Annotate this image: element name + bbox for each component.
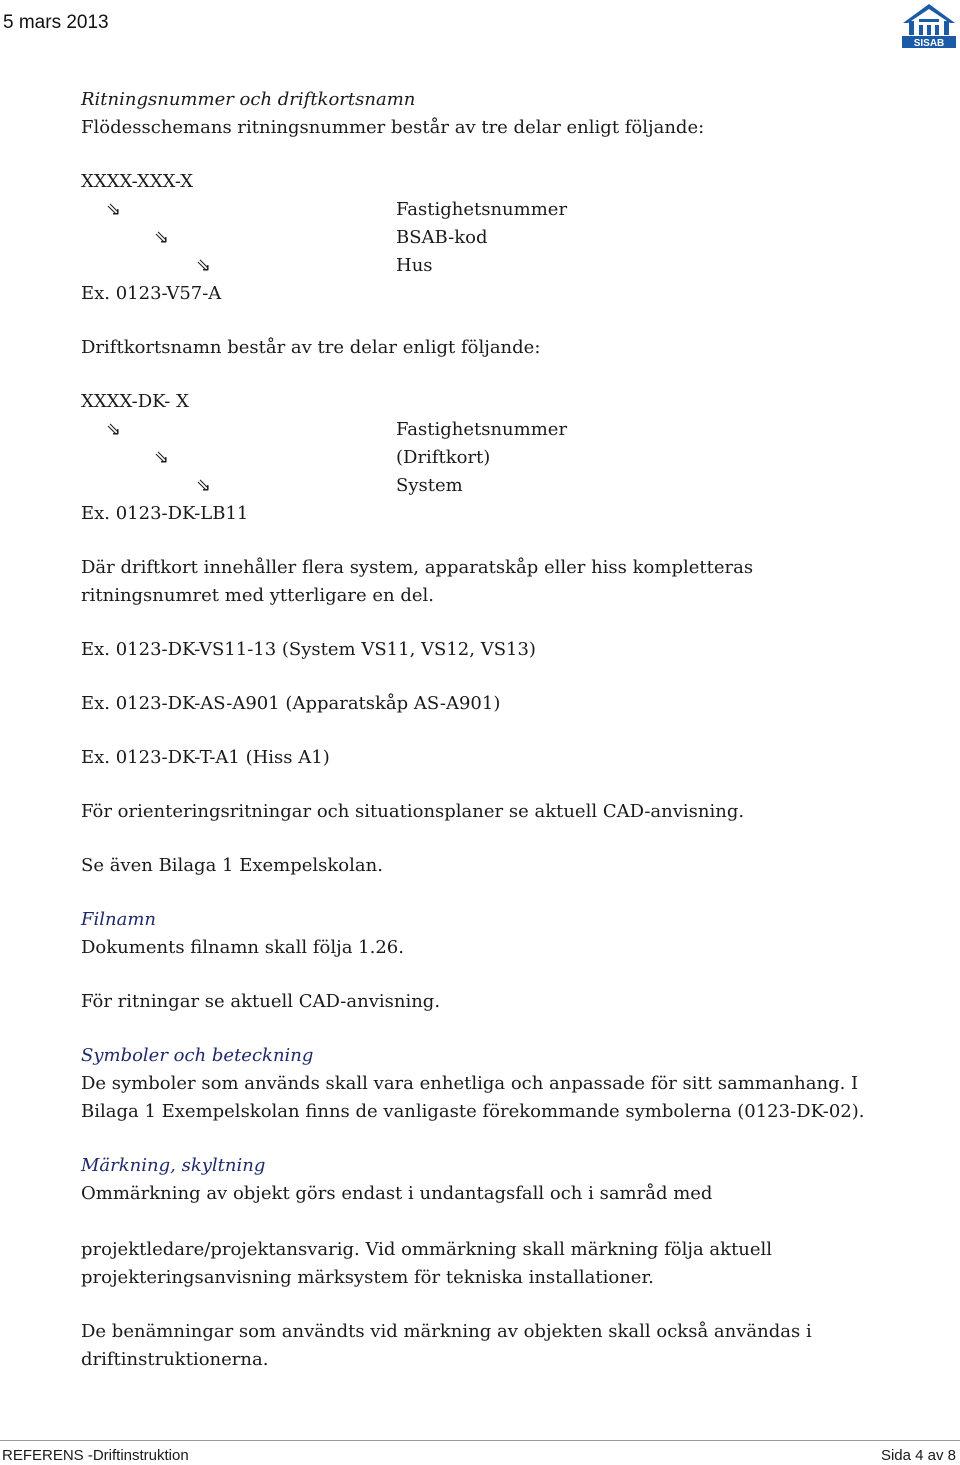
footer-page-number: Sida 4 av 8 bbox=[880, 1447, 956, 1464]
section-title-symboler: Symboler och beteckning bbox=[81, 1045, 314, 1066]
dk-pattern: XXXX-DK- X bbox=[81, 391, 189, 412]
sisab-logo bbox=[899, 1, 959, 49]
marking-line-1: Ommärkning av objekt görs endast i undantagsfall och i samråd med bbox=[81, 1183, 713, 1204]
flow-part-3: Hus bbox=[396, 255, 433, 276]
footer-divider bbox=[0, 1440, 960, 1441]
marking-line-4: De benämningar som användts vid märkning av objekten skall också användas i bbox=[81, 1321, 812, 1342]
logo-text: SISAB bbox=[913, 38, 945, 49]
header-date: 5 mars 2013 bbox=[3, 12, 109, 33]
flow-part-1: Fastighetsnummer bbox=[396, 199, 568, 220]
document-body bbox=[81, 86, 941, 1374]
filename-line-2: För ritningar se aktuell CAD-anvisning. bbox=[81, 991, 441, 1012]
see-also: Se även Bilaga 1 Exempelskolan. bbox=[81, 855, 383, 876]
arrow-icon: ⇘ bbox=[196, 255, 212, 276]
marking-line-3: projekteringsanvisning märksystem för tekniska installationer. bbox=[81, 1267, 654, 1288]
flow-part-2: BSAB-kod bbox=[396, 227, 488, 248]
dk-note-line-1: Där driftkort innehåller flera system, apparatskåp eller hiss kompletteras bbox=[81, 557, 754, 578]
section-title-filnamn: Filnamn bbox=[81, 909, 156, 930]
marking-line-2: projektledare/projektansvarig. Vid ommärkning skall märkning följa aktuell bbox=[81, 1239, 773, 1260]
arrow-icon: ⇘ bbox=[106, 199, 122, 220]
arrow-icon: ⇘ bbox=[154, 447, 170, 468]
section-title-ritningsnummer: Ritningsnummer och driftkortsnamn bbox=[81, 89, 416, 110]
symbols-line-1: De symboler som används skall vara enhetliga och anpassade för sitt sammanhang. I bbox=[81, 1073, 859, 1094]
orientation-note: För orienteringsritningar och situationsplaner se aktuell CAD-anvisning. bbox=[81, 801, 745, 822]
arrow-icon: ⇘ bbox=[196, 475, 212, 496]
flow-example: Ex. 0123-V57-A bbox=[81, 283, 222, 304]
filename-line-1: Dokuments filnamn skall följa 1.26. bbox=[81, 937, 404, 958]
marking-line-5: driftinstruktionerna. bbox=[81, 1349, 269, 1370]
flow-pattern: XXXX-XXX-X bbox=[81, 171, 194, 192]
flow-intro: Flödesschemans ritningsnummer består av tre delar enligt följande: bbox=[81, 117, 705, 138]
dk-example-hiss: Ex. 0123-DK-T-A1 (Hiss A1) bbox=[81, 747, 330, 768]
dk-note-line-2: ritningsnumret med ytterligare en del. bbox=[81, 585, 434, 606]
dk-example-vs: Ex. 0123-DK-VS11-13 (System VS11, VS12, VS13) bbox=[81, 639, 536, 660]
arrow-icon: ⇘ bbox=[106, 419, 122, 440]
symbols-line-2: Bilaga 1 Exempelskolan finns de vanligaste förekommande symbolerna (0123-DK-02). bbox=[81, 1101, 865, 1122]
dk-example: Ex. 0123-DK-LB11 bbox=[81, 503, 249, 524]
dk-example-as: Ex. 0123-DK-AS-A901 (Apparatskåp AS-A901) bbox=[81, 693, 501, 714]
section-title-markning: Märkning, skyltning bbox=[81, 1155, 266, 1176]
arrow-icon: ⇘ bbox=[154, 227, 170, 248]
dk-part-1: Fastighetsnummer bbox=[396, 419, 568, 440]
dk-intro: Driftkortsnamn består av tre delar enligt följande: bbox=[81, 337, 541, 358]
footer-doc-name: REFERENS -Driftinstruktion bbox=[2, 1447, 189, 1464]
dk-part-3: System bbox=[396, 475, 463, 496]
dk-part-2: (Driftkort) bbox=[396, 447, 491, 468]
